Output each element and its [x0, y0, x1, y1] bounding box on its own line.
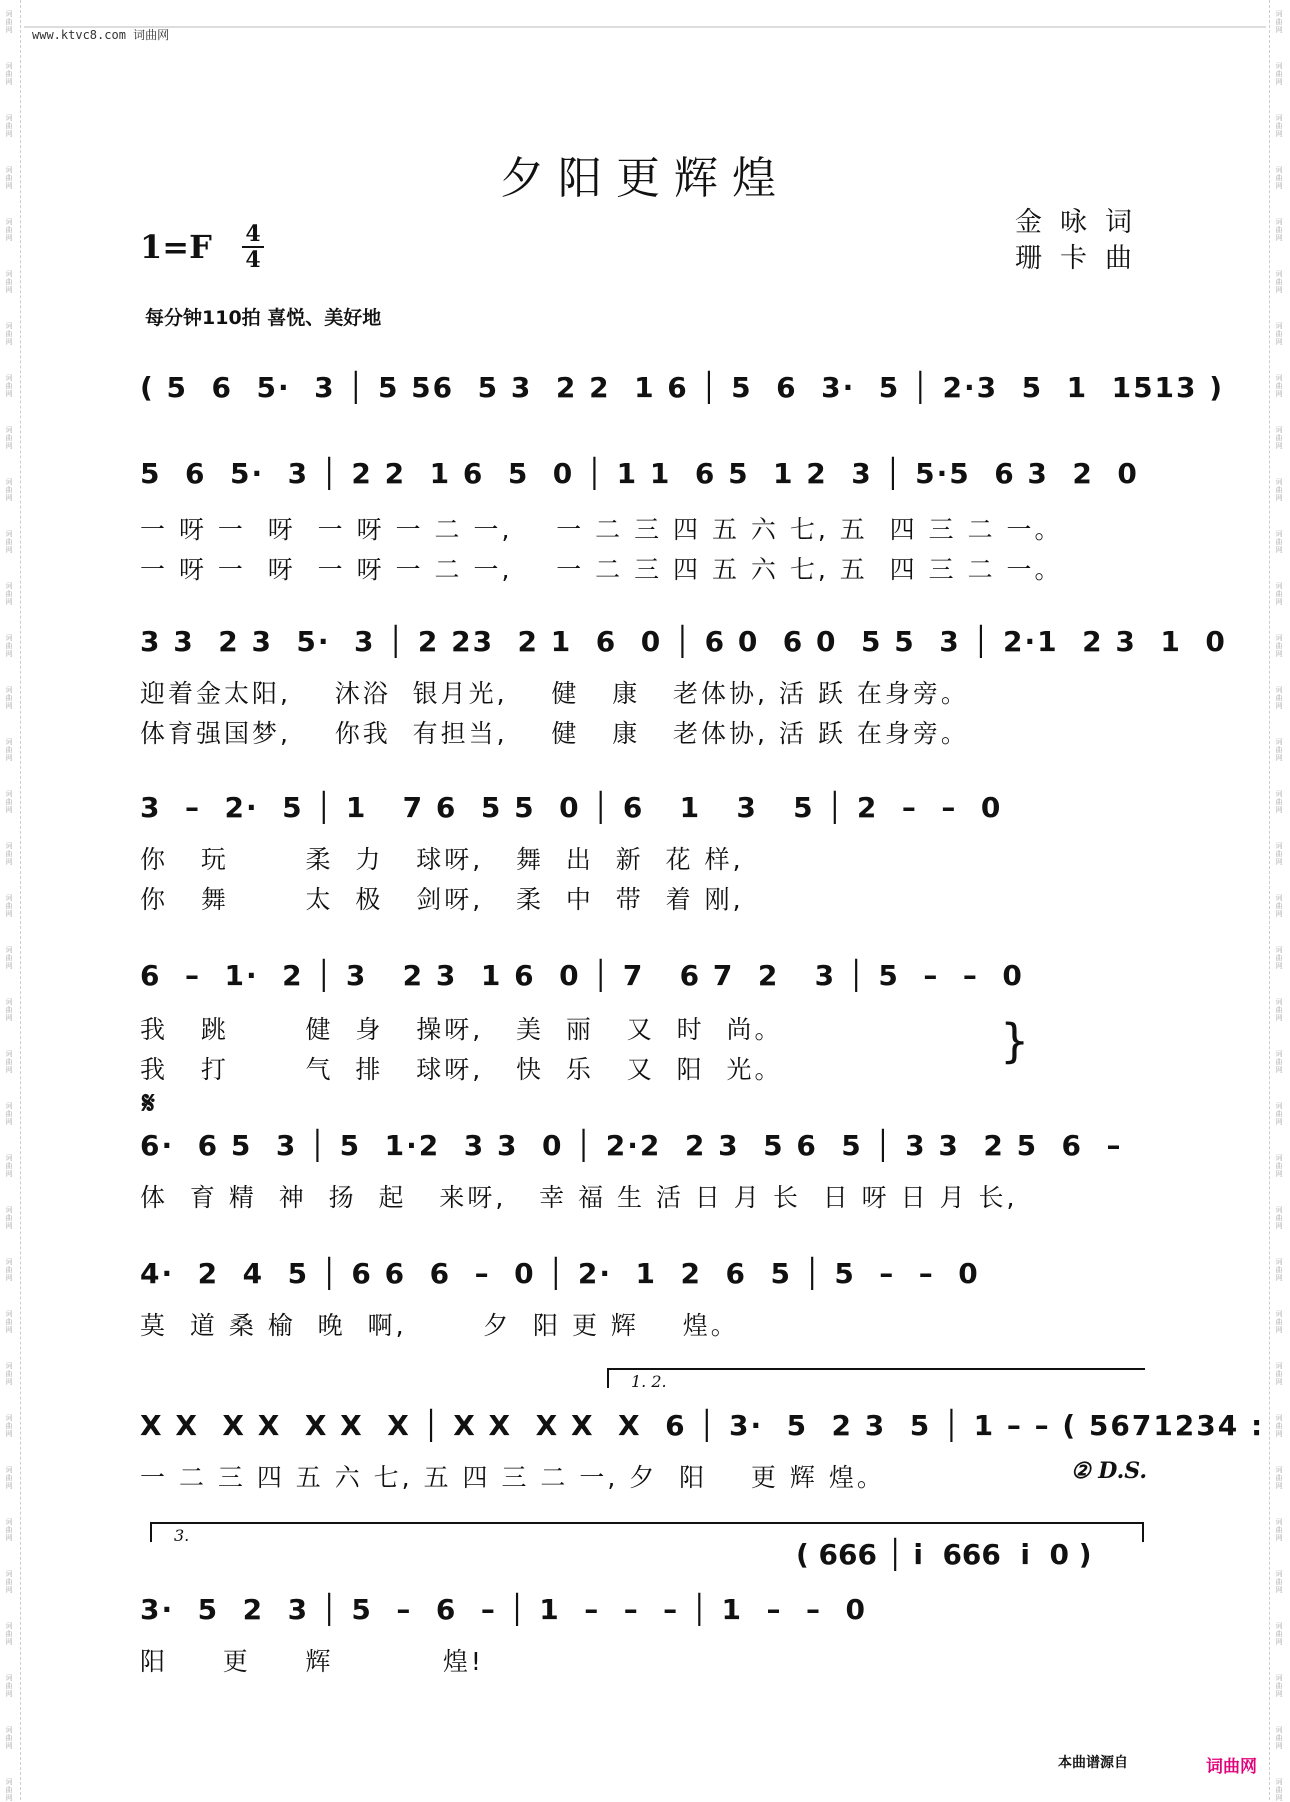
- notes: 3· 5 2 3 │ 5 – 6 – │ 1 – – – │ 1 – – 0: [140, 1593, 867, 1626]
- margin-watermark: 词 曲 网: [5, 842, 13, 866]
- margin-watermark: 词 曲 网: [1275, 1258, 1283, 1282]
- lyricist-credit: 金咏词: [1015, 207, 1150, 238]
- margin-watermark: 词 曲 网: [1275, 166, 1283, 190]
- margin-watermark: 词 曲 网: [1275, 582, 1283, 606]
- margin-watermark: 词 曲 网: [5, 166, 13, 190]
- margin-watermark: 词 曲 网: [1275, 790, 1283, 814]
- margin-watermark: 词 曲 网: [1275, 1778, 1283, 1802]
- margin-watermark: 词 曲 网: [5, 1466, 13, 1490]
- margin-watermark: 词 曲 网: [5, 1362, 13, 1386]
- margin-watermark: 词 曲 网: [1275, 1310, 1283, 1334]
- notation-line: [140, 444, 1150, 498]
- notation-line: [140, 358, 1225, 412]
- lyric-line: 你 舞 太 极 剑呀, 柔 中 带 着 刚,: [140, 885, 744, 914]
- lyric-line: 一 呀 一 呀 一 呀 一 二 一, 一 二 三 四 五 六 七, 五 四 三 二 一。: [140, 555, 1063, 584]
- margin-watermark: 词 曲 网: [1275, 62, 1283, 86]
- margin-watermark: 词 曲 网: [5, 790, 13, 814]
- notes: 6· 6 5 3 │ 5 1·2 3 3 0 │ 2·2 2 3 5 6 5 │ 3 3 2 5 6 –: [140, 1129, 1123, 1162]
- margin-watermark: 词 曲 网: [5, 1674, 13, 1698]
- volta-label: 3.: [174, 1526, 190, 1545]
- margin-watermark: 词 曲 网: [5, 218, 13, 242]
- volta-label: 1. 2.: [631, 1372, 667, 1391]
- margin-watermark: 词 曲 网: [5, 1518, 13, 1542]
- ornament-triplets: ( 666 │ i 666 i 0 ): [796, 1538, 1092, 1571]
- notes: 6 – 1· 2 │ 3 2 3 1 6 0 │ 7 6 7 2 3 │ 5 – – 0: [140, 959, 1024, 992]
- margin-watermark: 词 曲 网: [5, 1570, 13, 1594]
- margin-watermark: 词 曲 网: [5, 1310, 13, 1334]
- margin-watermark: 词 曲 网: [1275, 946, 1283, 970]
- notes: 3 3 2 3 5· 3 │ 2 23 2 1 6 0 │ 6 0 6 0 5 5 3 │ 2·1 2 3 1 0: [140, 625, 1227, 658]
- notation-line: [140, 946, 1150, 1000]
- margin-watermark: 词 曲 网: [5, 1414, 13, 1438]
- notes: 4· 2 4 5 │ 6 6 6 – 0 │ 2· 1 2 6 5 │ 5 – – 0: [140, 1257, 980, 1290]
- top-rule: [24, 26, 1266, 28]
- margin-watermark: 词 曲 网: [1275, 1622, 1283, 1646]
- lyric-line: 我 跳 健 身 操呀, 美 丽 又 时 尚。: [140, 1015, 783, 1044]
- key-signature: 1=F: [140, 228, 212, 266]
- lyric-line: 体 育 精 神 扬 起 来呀, 幸 福 生 活 日 月 长 日 呀 日 月 长,: [140, 1183, 1018, 1212]
- left-margin-strip: [0, 0, 21, 1800]
- dal-segno-marking: ② D.S.: [1070, 1458, 1147, 1484]
- margin-watermark: 词 曲 网: [5, 686, 13, 710]
- margin-watermark: 词 曲 网: [5, 1154, 13, 1178]
- margin-watermark: 词 曲 网: [5, 998, 13, 1022]
- tempo-marking: 每分钟110拍 喜悦、美好地: [145, 307, 382, 329]
- time-signature-bottom: 4: [245, 247, 261, 273]
- composer-credit: 珊卡曲: [1015, 243, 1150, 274]
- margin-watermark: 词 曲 网: [1275, 1154, 1283, 1178]
- margin-watermark: 词 曲 网: [5, 270, 13, 294]
- margin-watermark: 词 曲 网: [5, 374, 13, 398]
- right-margin-strip: [1269, 0, 1290, 1800]
- margin-watermark: 词 曲 网: [1275, 894, 1283, 918]
- notation-line: [140, 1580, 1150, 1634]
- site-label[interactable]: www.ktvc8.com 词曲网: [32, 28, 170, 42]
- lyric-line: 一 二 三 四 五 六 七, 五 四 三 二 一, 夕 阳 更 辉 煌。: [140, 1463, 885, 1492]
- margin-watermark: 词 曲 网: [1275, 1206, 1283, 1230]
- margin-watermark: 词 曲 网: [1275, 10, 1283, 34]
- margin-watermark: 词 曲 网: [1275, 530, 1283, 554]
- segno-sign: 𝄋: [142, 1086, 155, 1121]
- margin-watermark: 词 曲 网: [5, 1102, 13, 1126]
- notes: 5 6 5· 3 │ 2 2 1 6 5 0 │ 1 1 6 5 1 2 3 │ 5·5 6 3 2 0: [140, 457, 1139, 490]
- lyric-line: 一 呀 一 呀 一 呀 一 二 一, 一 二 三 四 五 六 七, 五 四 三 二 一。: [140, 515, 1063, 544]
- notation-line: [140, 1244, 1150, 1298]
- margin-watermark: 词 曲 网: [1275, 634, 1283, 658]
- margin-watermark: 词 曲 网: [5, 582, 13, 606]
- margin-watermark: 词 曲 网: [5, 946, 13, 970]
- margin-watermark: 词 曲 网: [1275, 270, 1283, 294]
- notation-line: [140, 1396, 1265, 1450]
- margin-watermark: 词 曲 网: [1275, 1518, 1283, 1542]
- margin-watermark: 词 曲 网: [1275, 998, 1283, 1022]
- margin-watermark: 词 曲 网: [1275, 738, 1283, 762]
- margin-watermark: 词 曲 网: [1275, 1466, 1283, 1490]
- notation-line: [140, 1116, 1150, 1170]
- margin-watermark: 词 曲 网: [5, 894, 13, 918]
- margin-watermark: 词 曲 网: [5, 1258, 13, 1282]
- lyric-line: 体育强国梦, 你我 有担当, 健 康 老体协, 活 跃 在身旁。: [140, 719, 969, 748]
- margin-watermark: 词 曲 网: [1275, 478, 1283, 502]
- margin-watermark: 词 曲 网: [1275, 114, 1283, 138]
- margin-watermark: 词 曲 网: [1275, 842, 1283, 866]
- margin-watermark: 词 曲 网: [5, 1726, 13, 1750]
- notation-line: [140, 778, 1150, 832]
- margin-watermark: 词 曲 网: [5, 1778, 13, 1802]
- time-signature-top: 4: [245, 221, 261, 247]
- margin-watermark: 词 曲 网: [5, 322, 13, 346]
- brace: }: [1000, 1014, 1030, 1068]
- footer-source-label: 本曲谱源自: [1058, 1755, 1128, 1771]
- margin-watermark: 词 曲 网: [1275, 1570, 1283, 1594]
- margin-watermark: 词 曲 网: [5, 114, 13, 138]
- margin-watermark: 词 曲 网: [1275, 322, 1283, 346]
- lyric-line: 莫 道 桑 榆 晚 啊, 夕 阳 更 辉 煌。: [140, 1311, 739, 1340]
- margin-watermark: 词 曲 网: [1275, 218, 1283, 242]
- notation-line: [140, 612, 1227, 666]
- margin-watermark: 词 曲 网: [5, 62, 13, 86]
- margin-watermark: 词 曲 网: [1275, 1674, 1283, 1698]
- time-signature: [242, 222, 264, 272]
- notes: 3 – 2· 5 │ 1 7 6 5 5 0 │ 6 1 3 5 │ 2 – – 0: [140, 791, 1003, 824]
- lyric-line: 迎着金太阳, 沐浴 银月光, 健 康 老体协, 活 跃 在身旁。: [140, 679, 969, 708]
- margin-watermark: 词 曲 网: [1275, 1362, 1283, 1386]
- margin-watermark: 词 曲 网: [5, 1050, 13, 1074]
- margin-watermark: 词 曲 网: [5, 634, 13, 658]
- margin-watermark: 词 曲 网: [1275, 1414, 1283, 1438]
- margin-watermark: 词 曲 网: [1275, 374, 1283, 398]
- margin-watermark: 词 曲 网: [1275, 1050, 1283, 1074]
- notes: X X X X X X X │ X X X X X 6 │ 3· 5 2 3 5 │ 1 – – ( 5671234 :: [140, 1409, 1265, 1442]
- margin-watermark: 词 曲 网: [5, 1622, 13, 1646]
- lyric-line: 我 打 气 排 球呀, 快 乐 又 阳 光。: [140, 1055, 783, 1084]
- song-title: 夕阳更辉煌: [500, 153, 790, 204]
- margin-watermark: 词 曲 网: [1275, 426, 1283, 450]
- volta-bracket-first: [607, 1368, 1145, 1391]
- margin-watermark: 词 曲 网: [5, 478, 13, 502]
- margin-watermark: 词 曲 网: [5, 10, 13, 34]
- margin-watermark: 词 曲 网: [1275, 1726, 1283, 1750]
- margin-watermark: 词 曲 网: [1275, 686, 1283, 710]
- margin-watermark: 词 曲 网: [5, 530, 13, 554]
- margin-watermark: 词 曲 网: [5, 426, 13, 450]
- margin-watermark: 词 曲 网: [1275, 1102, 1283, 1126]
- margin-watermark: 词 曲 网: [5, 738, 13, 762]
- notes: ( 5 6 5· 3 │ 5 56 5 3 2 2 1 6 │ 5 6 3· 5 │ 2·3 5 1 1513 ): [140, 371, 1225, 404]
- footer-brand-link[interactable]: 词曲网: [1206, 1757, 1257, 1777]
- margin-watermark: 词 曲 网: [5, 1206, 13, 1230]
- lyric-line: 阳 更 辉 煌!: [140, 1647, 484, 1676]
- lyric-line: 你 玩 柔 力 球呀, 舞 出 新 花 样,: [140, 845, 744, 874]
